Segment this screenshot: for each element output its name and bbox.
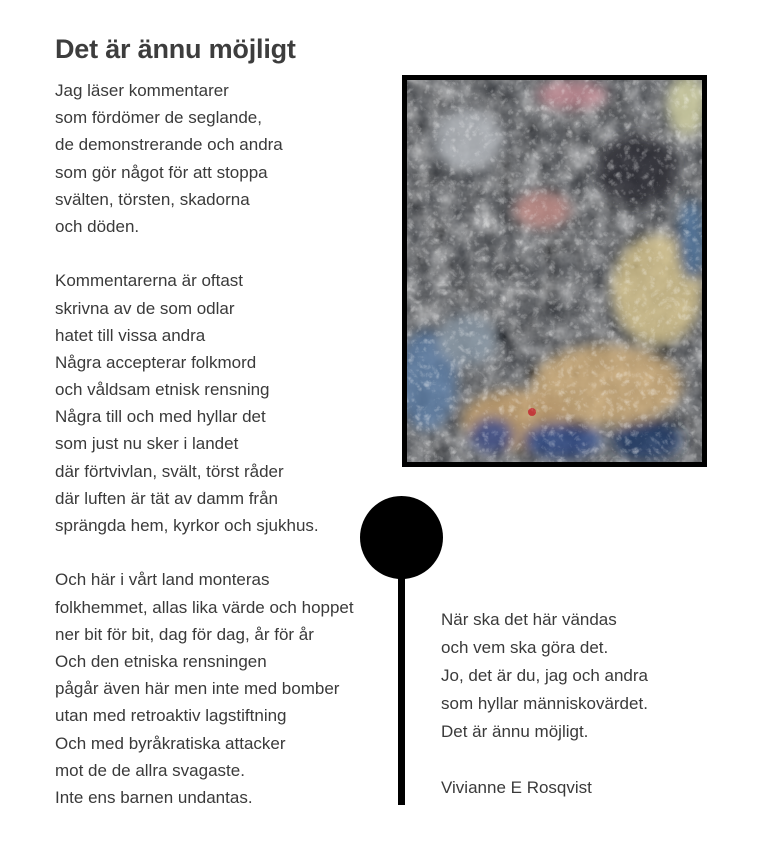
poem-line: ner bit för bit, dag för dag, år för år (55, 624, 314, 644)
poem-line: som fördömer de seglande, (55, 108, 262, 128)
poem-line: Några accepterar folkmord (55, 352, 257, 372)
author-name: Vivianne E Rosqvist (441, 778, 592, 797)
poem-line: Och med byråkratiska attacker (55, 733, 286, 753)
stanza-2 (55, 267, 385, 539)
poem-line: hatet till vissa andra (55, 325, 206, 345)
poem-body (55, 77, 385, 811)
poem-line: där förtvivlan, svält, törst råder (55, 461, 284, 481)
poem-line: folkhemmet, allas lika värde och hoppet (55, 597, 354, 617)
poem-line: pågår även här men inte med bomber (55, 679, 340, 699)
poem-line: Och den etniska rensningen (55, 651, 267, 671)
poem-line: sprängda hem, kyrkor och sjukhus. (55, 516, 319, 535)
stanza-3 (55, 566, 385, 811)
poem-line: som just nu sker i landet (55, 434, 239, 454)
poem-line: mot de de allra svagaste. (55, 760, 245, 780)
poem-line: Jag läser kommentarer (55, 81, 229, 100)
poem-line: de demonstrerande och andra (55, 135, 283, 155)
poem-line: När ska det här vändas (441, 610, 617, 629)
poem-line: skrivna av de som odlar (55, 298, 235, 318)
stanza-gap (55, 240, 385, 267)
page-title: Det är ännu möjligt (55, 34, 296, 64)
stanza-1 (55, 77, 385, 240)
poem-line: Kommentarerna är oftast (55, 271, 244, 291)
poem-line: Jo, det är du, jag och andra (441, 666, 648, 685)
poem-line: svälten, törsten, skadorna (55, 189, 250, 209)
pin-stem (398, 570, 405, 805)
poem-line: Det är ännu möjligt. (441, 722, 589, 741)
poem-line: Och här i vårt land monteras (55, 570, 270, 590)
poem-line: Inte ens barnen undantas. (55, 787, 253, 807)
pin-circle (360, 496, 443, 579)
abstract-painting-image (407, 80, 702, 462)
poem-line: utan med retroaktiv lagstiftning (55, 706, 287, 726)
abstract-painting (402, 75, 707, 467)
poem-line: och våldsam etnisk rensning (55, 380, 270, 400)
poem-line: och vem ska göra det. (441, 638, 609, 657)
poem-line: och döden. (55, 216, 140, 236)
closing-stanza (441, 606, 741, 802)
poem-line: Några till och med hyllar det (55, 407, 266, 427)
poem-line: där luften är tät av damm från (55, 488, 278, 508)
stanza-gap (55, 539, 385, 566)
poem-line: som hyllar människovärdet. (441, 694, 648, 713)
poem-line: som gör något för att stoppa (55, 162, 268, 182)
